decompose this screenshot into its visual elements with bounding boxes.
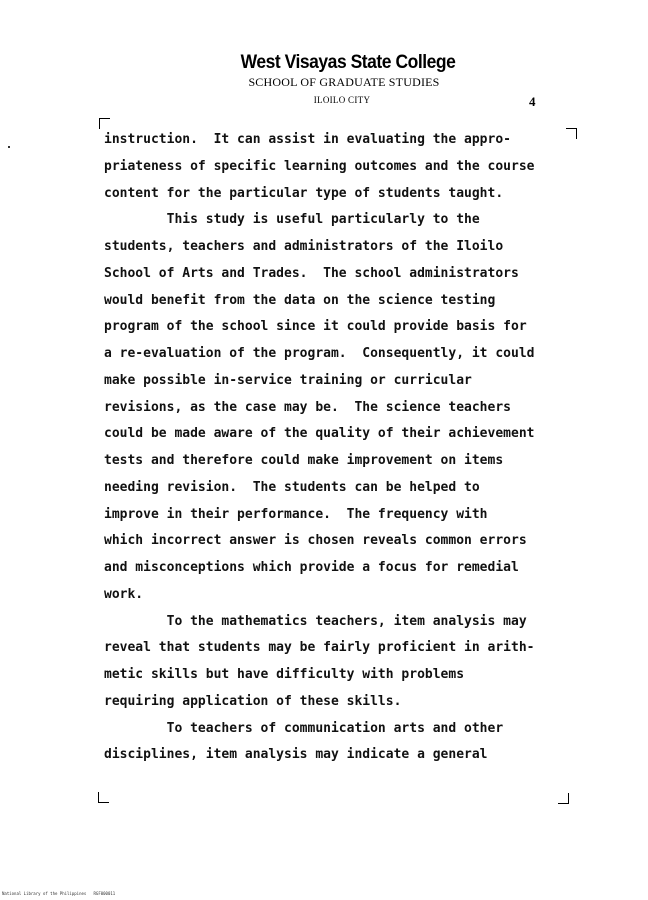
institution-title: West Visayas State College <box>240 52 456 73</box>
text-line: improve in their performance. The frequency with <box>104 506 488 522</box>
crop-mark-bottom-right <box>558 793 569 804</box>
text-line: and misconceptions which provide a focus for remedial <box>104 560 519 575</box>
text-line: metic skills but have difficulty with problems <box>104 667 465 682</box>
crop-mark-bottom-left <box>98 792 109 803</box>
school-subtitle: SCHOOL OF GRADUATE STUDIES <box>248 75 440 89</box>
text-line: priateness of specific learning outcomes and the course <box>104 158 535 174</box>
scan-footer: National Library of the Philippines RGF000011 <box>2 891 116 896</box>
text-line: needing revision. The students can be helped to <box>104 479 480 495</box>
text-line: work. <box>104 586 144 602</box>
page-number: 4 <box>529 94 536 109</box>
text-line: instruction. It can assist in evaluating the appro- <box>104 132 511 147</box>
text-line: content for the particular type of students taught. <box>104 185 504 201</box>
city-line: ILOILO CITY <box>313 95 371 105</box>
text-line: program of the school since it could provide basis for <box>104 319 527 335</box>
text-line: reveal that students may be fairly proficient in arith- <box>104 640 535 656</box>
text-line: make possible in-service training or curricular <box>104 372 472 388</box>
body-text <box>104 127 584 769</box>
text-line: revisions, as the case may be. The science teachers <box>104 399 511 415</box>
text-line: requiring application of these skills. <box>104 693 402 709</box>
text-line: This study is useful particularly to the <box>104 212 480 228</box>
text-line: a re-evaluation of the program. Consequently, it could <box>104 346 535 361</box>
scan-speck <box>8 146 10 148</box>
text-line: which incorrect answer is chosen reveals common errors <box>104 533 527 549</box>
text-line: would benefit from the data on the science testing <box>104 292 496 308</box>
text-line: students, teachers and administrators of the Iloilo <box>104 239 504 254</box>
text-line: To teachers of communication arts and other <box>104 720 504 736</box>
text-line: tests and therefore could make improvement on items <box>104 453 504 468</box>
text-line: To the mathematics teachers, item analysis may <box>104 613 527 629</box>
text-line: disciplines, item analysis may indicate a general <box>104 747 488 763</box>
text-line: School of Arts and Trades. The school administrators <box>104 265 519 281</box>
text-line: could be made aware of the quality of their achievement <box>104 426 535 442</box>
